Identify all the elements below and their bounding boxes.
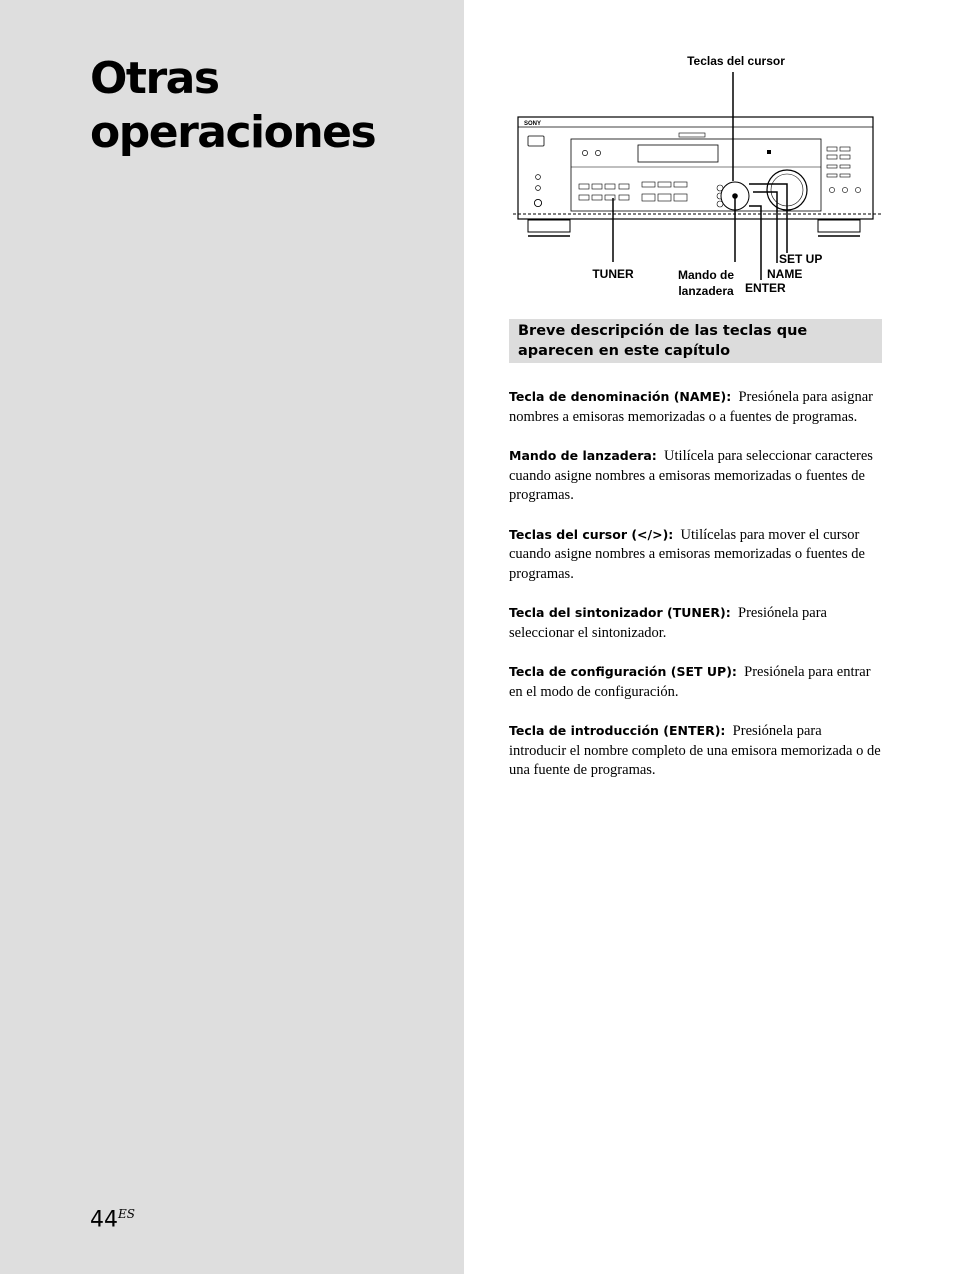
left-gray-panel (0, 0, 464, 1274)
label-teclas-cursor: Teclas del cursor (687, 54, 785, 68)
section-header-line-2: aparecen en este capítulo (518, 343, 731, 359)
definition-cursor (509, 525, 882, 585)
definition-term: Mando de lanzadera: (509, 448, 657, 463)
definition-text: Presiónela para seleccionar el sintonizador. (509, 605, 827, 641)
definition-text: Utilícela para seleccionar caracteres cuando asigne nombres a emisoras memorizadas o fuentes de programas. (509, 448, 873, 503)
label-jog-line1: Mando de (678, 268, 734, 282)
receiver-diagram (509, 50, 889, 302)
definition-term: Tecla de configuración (SET UP): (509, 664, 737, 679)
power-button (528, 136, 544, 146)
definition-text: Utilícelas para mover el cursor cuando asigne nombres a emisoras memorizadas o fuentes de programas. (509, 526, 865, 582)
definition-term: Teclas del cursor (</>): (509, 526, 674, 542)
title-line-1: Otras (90, 53, 219, 104)
definition-tuner (509, 603, 882, 643)
title-line-2: operaciones (90, 107, 376, 158)
definition-text: Presiónela para entrar en el modo de configuración. (509, 664, 871, 700)
definition-term: Tecla de introducción (ENTER): (509, 723, 726, 738)
label-jog-line2: lanzadera (678, 284, 734, 298)
right-foot (818, 220, 860, 232)
definition-set-up (509, 662, 882, 702)
section-header-line-1: Breve descripción de las teclas que (518, 323, 808, 339)
label-set-up: SET UP (779, 252, 823, 266)
definition-name (509, 387, 882, 427)
definition-term: Tecla del sintonizador (TUNER): (509, 605, 731, 620)
left-foot (528, 220, 570, 232)
label-enter: ENTER (745, 281, 786, 295)
page-number-suffix: ES (118, 1207, 135, 1221)
definition-jog-dial (509, 446, 882, 506)
label-name: NAME (767, 267, 803, 281)
panel-indicator (767, 150, 771, 154)
page-number (90, 1207, 135, 1232)
definition-term: Tecla de denominación (NAME): (509, 389, 732, 404)
definition-enter (509, 721, 882, 781)
jog-dial-center (732, 193, 738, 199)
page-title (90, 52, 375, 160)
definition-text: Presiónela para introducir el nombre completo de una emisora memorizada o de una fuente de programas. (509, 723, 881, 778)
definition-list (509, 387, 882, 800)
display-window (638, 145, 718, 162)
brand-logo: SONY (524, 121, 542, 127)
definition-text: Presiónela para asignar nombres a emisoras memorizadas o a fuentes de programas. (509, 389, 873, 425)
label-tuner: TUNER (592, 267, 634, 281)
page-number-value: 44 (90, 1207, 118, 1233)
section-header (509, 319, 882, 363)
